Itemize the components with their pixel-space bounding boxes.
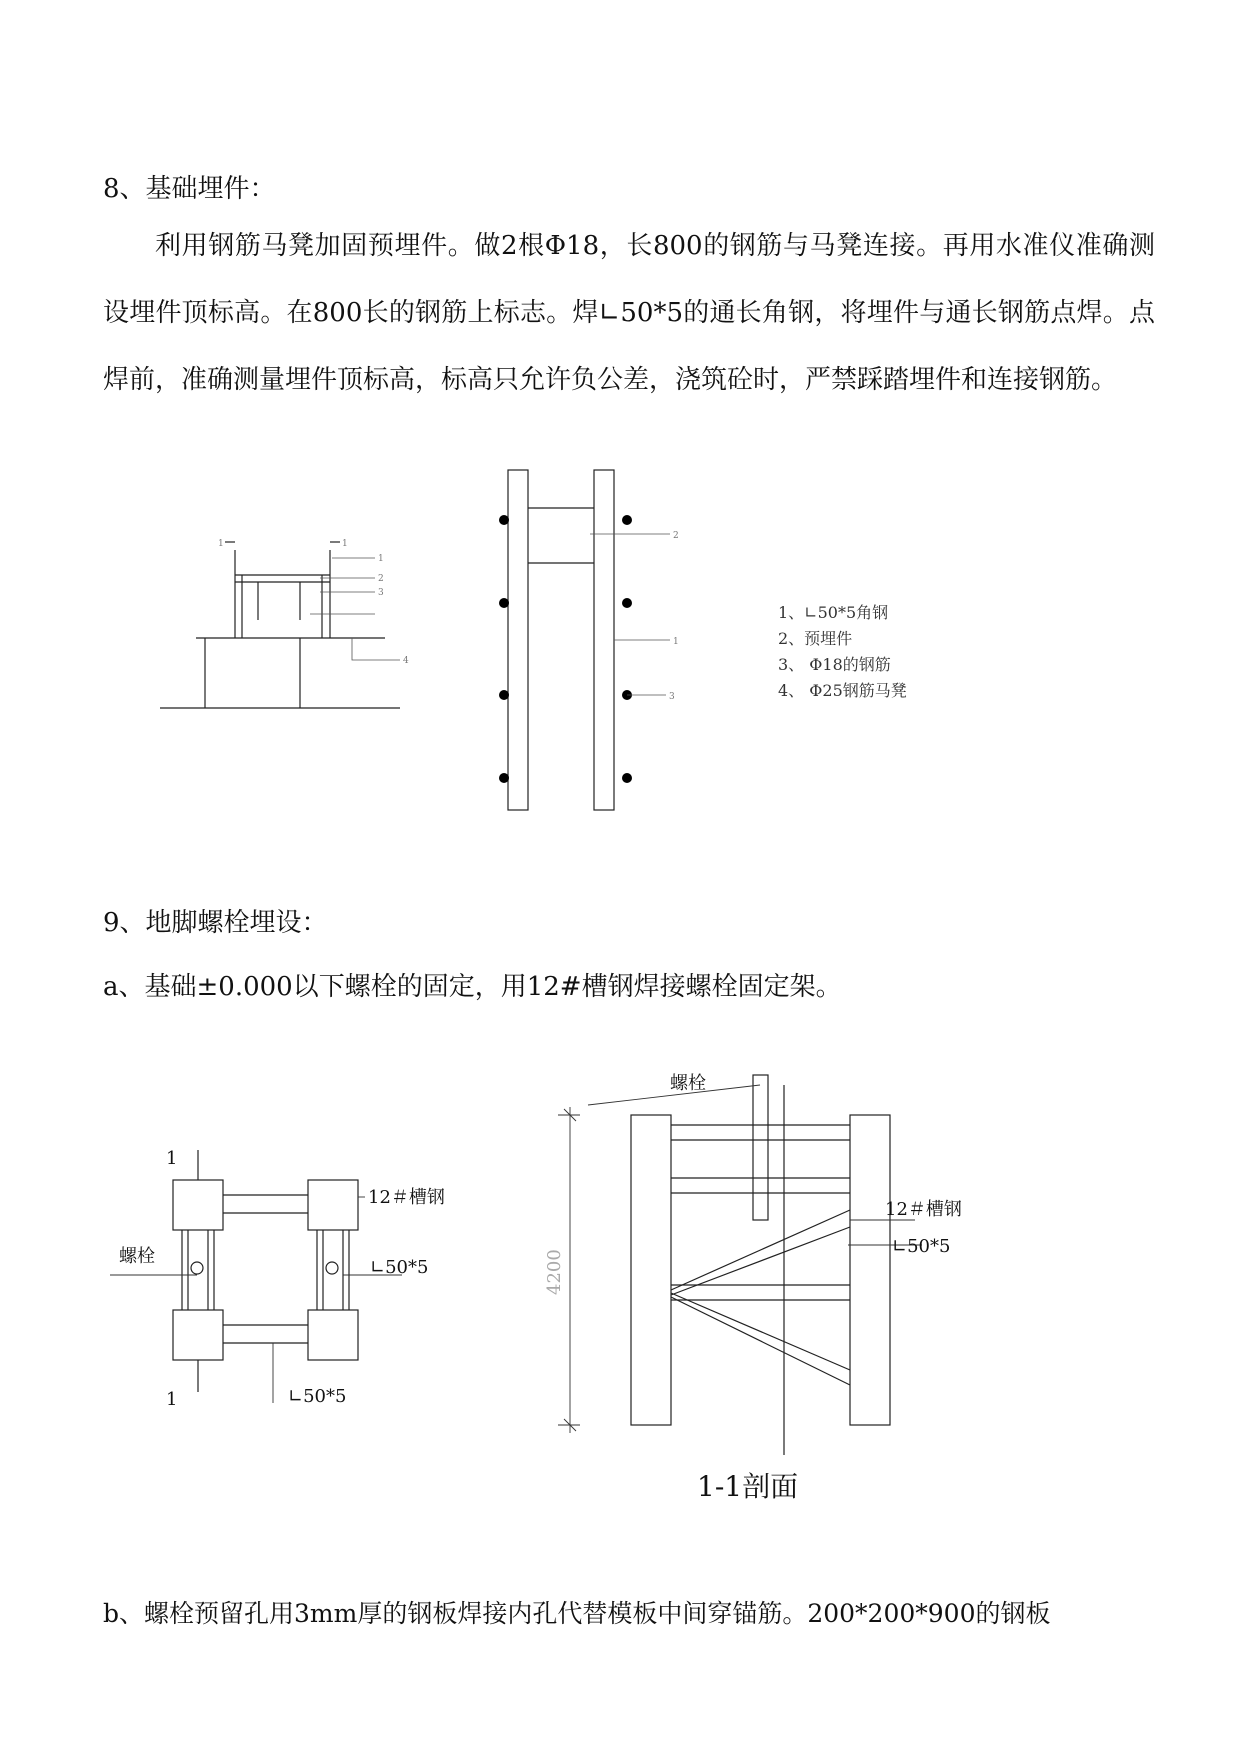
plan-label-angle-bottom: ∟50*5 (288, 1386, 347, 1407)
figure-embedded-part-plan (490, 468, 690, 788)
plan-label-bolt: 螺栓 (119, 1246, 155, 1267)
section-9-heading: 9、地脚螺栓埋设： (103, 908, 328, 938)
fig1-callout-3: 3 (378, 588, 384, 598)
fig1-callout-4: 4 (403, 656, 409, 666)
section-8-heading: 8、基础埋件： (103, 174, 276, 204)
legend-item-4: 4、 Φ25钢筋马凳 (778, 681, 907, 700)
section-dimension-4200: 4200 (544, 1249, 565, 1295)
plan-label-channel: 12＃槽钢 (368, 1187, 445, 1208)
fig1-callout-1: 1 (378, 554, 384, 564)
section-8-paragraph: 利用钢筋马凳加固预埋件。做2根Φ18，长800的钢筋与马凳连接。再用水准仪准确测设埋件顶标高。在800长的钢筋上标志。焊∟50*5的通长角钢，将埋件与通长钢筋点焊。点焊前，准确测量埋件顶标高，标高只允许负公差，浇筑砼时，严禁踩踏埋件和连接钢筋。 (103, 231, 1155, 395)
legend-item-3: 3、 Φ18的钢筋 (778, 655, 891, 674)
section-label-bolt: 螺栓 (670, 1073, 706, 1094)
section-9-item-b: b、螺栓预留孔用3mm厚的钢板焊接内孔代替模板中间穿锚筋。200*200*900的钢板 (103, 1599, 1051, 1628)
plan-label-angle-right: ∟50*5 (370, 1257, 429, 1278)
plan-section-mark-top: 1 (166, 1148, 178, 1169)
plan-section-mark-bottom: 1 (166, 1389, 178, 1410)
legend-item-1: 1、∟50*5角钢 (778, 603, 889, 622)
figure-embedded-part-elevation (160, 530, 420, 710)
fig1-callout-2: 2 (378, 574, 384, 584)
section-view-caption: 1-1剖面 (697, 1470, 799, 1503)
fig2-callout-2: 2 (673, 531, 679, 541)
section-label-angle: ∟50*5 (892, 1236, 951, 1257)
section-label-channel: 12＃槽钢 (885, 1199, 962, 1220)
fig1-mark-right: 1 (342, 539, 348, 549)
fig2-callout-1: 1 (673, 637, 679, 647)
figure-bolt-frame-plan (110, 1140, 450, 1420)
figure-bolt-frame-section (540, 1065, 980, 1495)
section-9-item-a: a、基础±0.000以下螺栓的固定，用12#槽钢焊接螺栓固定架。 (103, 972, 842, 1002)
figure-legend (778, 600, 907, 704)
legend-item-2: 2、预埋件 (778, 629, 853, 648)
fig2-callout-3: 3 (669, 692, 675, 702)
fig1-mark-left: 1 (218, 539, 224, 549)
